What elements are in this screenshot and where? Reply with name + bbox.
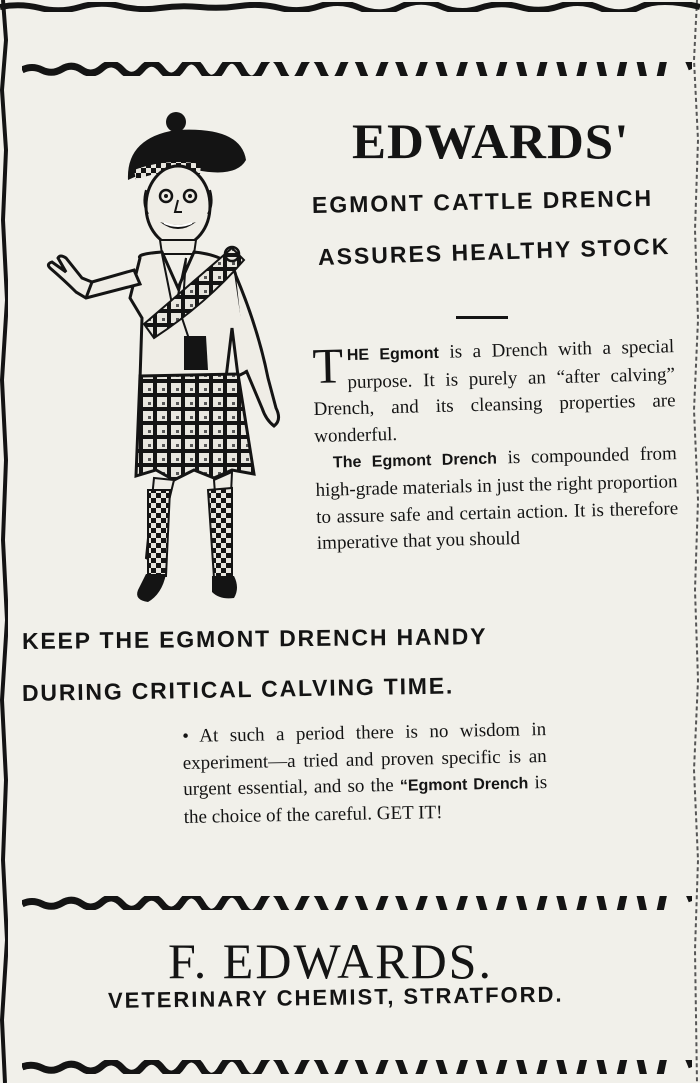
advice-brand: “Egmont Drench (399, 775, 529, 795)
section-dash (456, 316, 508, 319)
brand-name: Egmont (379, 344, 440, 364)
description-lead: HE (346, 346, 380, 365)
claim-subheading: ASSURES HEALTHY STOCK (317, 232, 671, 270)
product-description (312, 334, 679, 558)
product-subheading: EGMONT CATTLE DRENCH (311, 184, 654, 218)
advertiser-heading: EDWARDS' (352, 113, 630, 169)
bottom-divider-rule (22, 896, 692, 910)
description-paragraph (312, 334, 677, 450)
top-border-rule (0, 2, 700, 12)
compound-text: is compounded from high-grade materials in just the right proportion to assure safe and certain action. It is therefore imperative that you should (315, 443, 679, 555)
callout-calving-time: DURING CRITICAL CALVING TIME. (21, 672, 455, 706)
footer-business-name: F. EDWARDS. (168, 933, 493, 989)
advice-paragraph (182, 717, 548, 831)
top-divider-rule (22, 62, 692, 76)
footer-business-line: VETERINARY CHEMIST, STRATFORD. (107, 981, 564, 1013)
advice-text-block (182, 717, 548, 831)
kilted-man-illustration (36, 108, 296, 608)
advice-closing: is the choice of the careful. GET IT! (183, 772, 548, 828)
brand-name-full: The Egmont Drench (332, 450, 498, 472)
advice-text: At such a period there is no wisdom in experiment—a tried and proven specific is an urgent essential, and so the (182, 719, 547, 800)
description-text: is a Drench with a special purpose. It is purely an “after calving” Drench, and its cleansing properties are wonderful. (313, 336, 676, 447)
drop-cap: T (311, 337, 344, 394)
right-border (692, 0, 700, 1083)
callout-keep-handy: KEEP THE EGMONT DRENCH HANDY (21, 623, 488, 654)
left-border (0, 0, 8, 1083)
compound-paragraph (315, 441, 680, 557)
bullet-dot: • (182, 725, 200, 747)
bottom-border-rule (22, 1060, 692, 1074)
